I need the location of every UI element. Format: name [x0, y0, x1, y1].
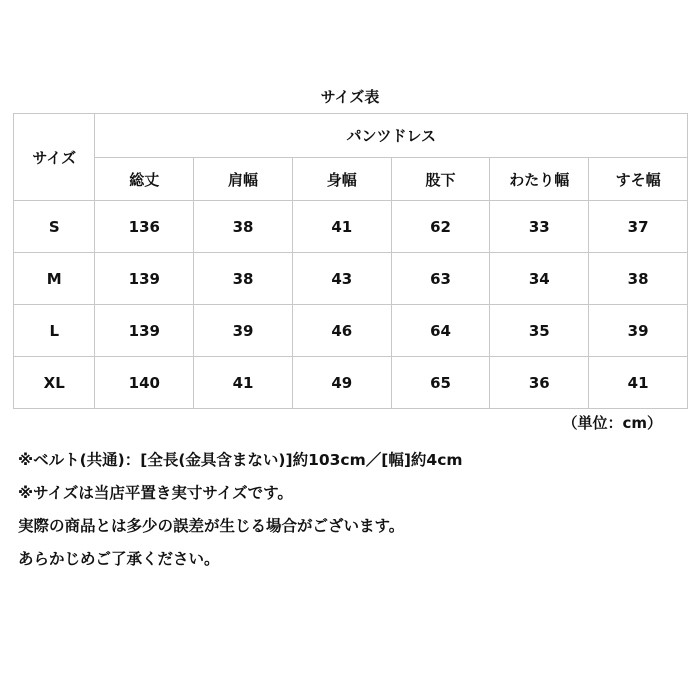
table-cell: 65: [391, 357, 490, 409]
table-cell: 33: [490, 201, 589, 253]
acknowledgement-note: あらかじめご了承ください。: [18, 550, 220, 568]
table-cell: 43: [292, 253, 391, 305]
size-table: [13, 113, 688, 409]
table-cell: 136: [95, 201, 194, 253]
table-cell: 38: [194, 253, 293, 305]
measure-header-shoulder-width: 肩幅: [194, 158, 293, 201]
product-name-header: パンツドレス: [95, 114, 688, 158]
measure-header-row: [14, 158, 688, 201]
table-cell: 39: [589, 305, 688, 357]
table-cell: 41: [292, 201, 391, 253]
measure-header-thigh-width: わたり幅: [490, 158, 589, 201]
table-cell: 36: [490, 357, 589, 409]
table-cell: 41: [194, 357, 293, 409]
variance-note: 実際の商品とは多少の誤差が生じる場合がございます。: [18, 517, 405, 535]
table-cell: 34: [490, 253, 589, 305]
size-label: XL: [14, 357, 95, 409]
measurement-note: ※サイズは当店平置き実寸サイズです。: [18, 484, 293, 502]
measure-header-hem-width: すそ幅: [589, 158, 688, 201]
size-label: S: [14, 201, 95, 253]
measure-header-body-width: 身幅: [292, 158, 391, 201]
table-row: [14, 305, 688, 357]
table-cell: 38: [194, 201, 293, 253]
page-title: サイズ表: [320, 88, 380, 106]
unit-note: （単位：cm）: [562, 414, 662, 432]
table-cell: 62: [391, 201, 490, 253]
table-row: [14, 357, 688, 409]
size-label: L: [14, 305, 95, 357]
size-column-header: サイズ: [14, 114, 95, 201]
size-label: M: [14, 253, 95, 305]
table-cell: 49: [292, 357, 391, 409]
measure-header-total-length: 総丈: [95, 158, 194, 201]
table-cell: 139: [95, 305, 194, 357]
table-cell: 46: [292, 305, 391, 357]
table-cell: 64: [391, 305, 490, 357]
table-cell: 41: [589, 357, 688, 409]
table-cell: 39: [194, 305, 293, 357]
table-cell: 35: [490, 305, 589, 357]
table-cell: 63: [391, 253, 490, 305]
table-cell: 139: [95, 253, 194, 305]
notes-section: [18, 447, 688, 579]
table-cell: 140: [95, 357, 194, 409]
table-cell: 37: [589, 201, 688, 253]
table-row: [14, 253, 688, 305]
table-header-row: [14, 114, 688, 158]
table-cell: 38: [589, 253, 688, 305]
table-row: [14, 201, 688, 253]
measure-header-inseam: 股下: [391, 158, 490, 201]
belt-note: ※ベルト(共通)：[全長(金具含まない)]約103cm／[幅]約4cm: [18, 451, 463, 469]
